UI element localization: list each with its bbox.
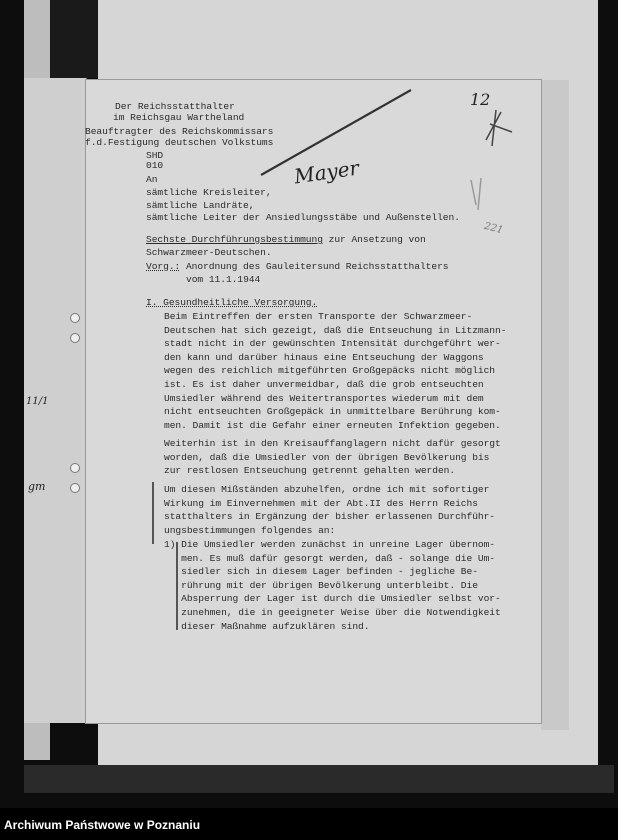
text-line: zunehmen, die in geeigneter Weise über die Notwendigkeit <box>164 607 501 618</box>
recipient-line: sämtliche Leiter der Ansiedlungsstäbe und Außenstellen. <box>146 212 460 223</box>
text-line: men. Damit ist die Gefahr einer erneuten Infektion gegeben. <box>164 419 501 431</box>
text-line: men. Es muß dafür gesorgt werden, daß - solange die Um- <box>164 552 496 564</box>
text-line: Beim Eintreffen der ersten Transporte der Schwarzmeer- <box>164 311 473 322</box>
punch-hole <box>70 333 80 343</box>
text-line: stadt nicht in der gewünschten Intensität durchgeführt wer- <box>164 338 501 350</box>
signature: Mayer <box>292 155 361 189</box>
text-line: zur restlosen Entseuchung getrennt gehalten werden. <box>164 465 456 477</box>
subject-line-2: Schwarzmeer-Deutschen. <box>146 247 272 258</box>
reference-line: SHD <box>146 150 164 161</box>
sender-line: Beauftragter des Reichskommissars <box>85 126 274 137</box>
bottom-edge <box>24 765 614 793</box>
sender-line: Der Reichsstatthalter <box>115 101 235 112</box>
text-line: Wirkung im Einvernehmen mit der Abt.II des Herrn Reichs <box>164 497 478 509</box>
vorg-date: vom 11.1.1944 <box>186 274 261 285</box>
right-edge <box>541 80 569 730</box>
page-number-note: 12 <box>470 90 491 109</box>
text-line: ungsbestimmungen folgendes an: <box>164 524 336 536</box>
margin-number: 221 <box>482 220 505 237</box>
left-folded-sheet <box>24 78 87 723</box>
text-line: worden, daß die Umsiedler von der übrigen Bevölkerung bis <box>164 451 490 463</box>
text-line: Weiterhin ist in den Kreisauffanglagern nicht dafür gesorgt <box>164 438 501 449</box>
text-line: siedler sich in diesem Lager befinden - jegliche Be- <box>164 566 478 578</box>
subject-title: Sechste Durchführungsbestimmung <box>146 234 323 245</box>
subject-line <box>146 234 426 245</box>
recipient-line: sämtliche Kreisleiter, <box>146 187 272 198</box>
vorg-label: Vorg.: <box>146 261 181 272</box>
punch-hole <box>70 483 80 493</box>
text-line: 1) Die Umsiedler werden zunächst in unreine Lager übernom- <box>164 539 496 550</box>
left-note-2: gm <box>28 480 46 493</box>
text-line: Absperrung der Lager ist durch die Umsiedler selbst vor- <box>164 593 501 605</box>
punch-hole <box>70 463 80 473</box>
sender-line: im Reichsgau Wartheland <box>113 112 245 123</box>
archive-footer <box>0 808 618 840</box>
left-note-1: 11/1 <box>26 396 49 407</box>
recipient-to: An <box>146 174 158 185</box>
gap-shadow <box>50 0 98 78</box>
text-line: nicht entseuchten Großgepäck in unmittelbare Berührung kom- <box>164 406 501 418</box>
document-page <box>86 80 541 723</box>
text-line: dieser Maßnahme aufzuklären sind. <box>164 620 370 632</box>
punch-hole <box>70 313 80 323</box>
text-line: ist. Es ist daher unvermeidbar, daß die grob entseuchten <box>164 379 484 390</box>
text-line: rührung mit der übrigen Bevölkerung unterbleibt. Die <box>164 579 478 591</box>
text-line: wegen des reichlich mitgeführten Großgepäcks nicht möglich <box>164 365 496 377</box>
vorg-text: Anordnung des Gauleitersund Reichsstatthalters <box>180 261 449 272</box>
margin-line <box>152 482 154 544</box>
cross-mark-icon <box>486 110 512 146</box>
recipient-line: sämtliche Landräte, <box>146 200 255 211</box>
text-line: Deutschen hat sich gezeigt, daß die Entseuchung in Litzmann- <box>164 324 507 336</box>
text-line: Um diesen Mißständen abzuhelfen, ordne ich mit sofortiger <box>164 484 490 495</box>
section-heading: I. Gesundheitliche Versorgung. <box>146 297 318 308</box>
text-line: den kann und darüber hinaus eine Entseuchung der Waggons <box>164 351 484 363</box>
sender-line: f.d.Festigung deutschen Volkstums <box>85 137 274 148</box>
text-line: statthalters in Ergänzung der bisher erlassenen Durchführ- <box>164 511 496 523</box>
reference-order <box>146 261 449 272</box>
subject-rest: zur Ansetzung von <box>322 234 426 245</box>
reference-line: 010 <box>146 160 164 171</box>
text-line: Umsiedler während des Weitertransportes wiederum mit dem <box>164 392 484 404</box>
archive-name: Archiwum Państwowe w Poznaniu <box>4 818 201 832</box>
